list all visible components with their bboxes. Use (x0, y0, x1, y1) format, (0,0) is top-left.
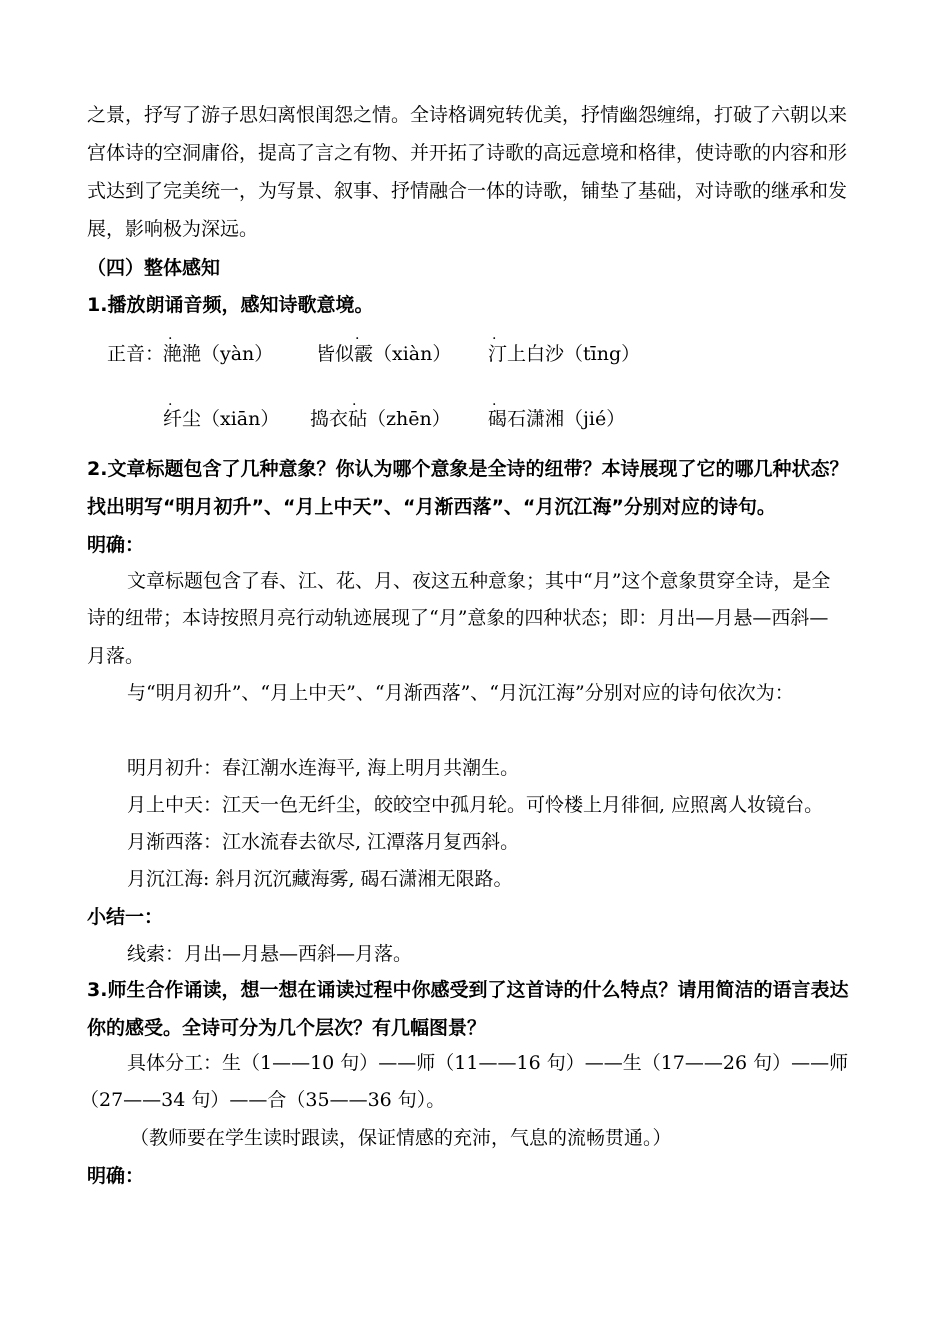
poem-line-4: 月沉江海: 斜月沉沉藏海雾, 碣石潇湘无限路。 (127, 868, 513, 890)
emphasis-dot: . (352, 393, 357, 409)
task-3-heading-line-2: 你的感受。全诗可分为几个层次？有几幅图景？ (87, 1017, 487, 1039)
emphasis-dot: . (168, 327, 173, 343)
summary-text: 线索：月出—月悬—西斜—月落。 (127, 943, 413, 965)
emphasis-dot: . (355, 327, 360, 343)
emphasis-dot: . (168, 393, 173, 409)
task-2-heading-line-1: 2.文章标题包含了几种意象？你认为哪个意象是全诗的纽带？本诗展现了它的哪几种状态？ (87, 458, 849, 480)
intro-line-2: 宫体诗的空洞庸俗，提高了言之有物、并开拓了诗歌的高远意境和格律，使诗歌的内容和形 (87, 142, 848, 164)
summary-label: 小结一： (87, 906, 164, 928)
pronunciation-item: 汀上白沙（tīng） (488, 343, 641, 365)
intro-line-1: 之景，抒写了游子思妇离恨闺怨之情。全诗格调宛转优美，抒情幽怨缠绵，打破了六朝以来 (87, 104, 848, 126)
poem-line-2: 月上中天：江天一色无纤尘，皎皎空中孤月轮。可怜楼上月徘徊, 应照离人妆镜台。 (127, 794, 824, 816)
section-heading: （四）整体感知 (87, 257, 221, 279)
pronunciation-label: 正音： (107, 343, 165, 365)
pronunciation-item: 捣衣砧（zhēn） (310, 408, 451, 430)
pronunciation-item: 碣石潇湘（jié） (488, 408, 626, 430)
division-line-1: 具体分工：生（1——10 句）——师（11——16 句）——生（17——26 句）——师 (127, 1052, 849, 1074)
answer-line-4: 与“明月初升”、“月上中天”、“月渐西落”、“月沉江海”分别对应的诗句依次为： (127, 682, 794, 704)
pronunciation-item: 皆似霰（xiàn） (316, 343, 452, 365)
intro-line-3: 式达到了完美统一，为写景、叙事、抒情融合一体的诗歌，铺垫了基础，对诗歌的继承和发 (87, 180, 848, 202)
poem-line-3: 月渐西落：江水流春去欲尽, 江潭落月复西斜。 (127, 831, 520, 853)
answer-line-2: 诗的纽带；本诗按照月亮行动轨迹展现了“月”意象的四种状态；即：月出—月悬—西斜— (87, 607, 829, 629)
pronunciation-item: 纤尘（xiān） (163, 408, 280, 430)
task-3-heading-line-1: 3.师生合作诵读，想一想在诵读过程中你感受到了这首诗的什么特点？请用简洁的语言表达 (87, 979, 849, 1001)
task-2-heading-line-2: 找出明写“明月初升”、“月上中天”、“月渐西落”、“月沉江海”分别对应的诗句。 (87, 496, 776, 518)
answer-label-2: 明确： (87, 1165, 145, 1187)
answer-line-1: 文章标题包含了春、江、花、月、夜这五种意象；其中“月”这个意象贯穿全诗，是全 (127, 570, 831, 592)
task-1-heading: 1.播放朗诵音频，感知诗歌意境。 (87, 294, 374, 316)
answer-line-3: 月落。 (87, 645, 145, 667)
division-line-2: （27——34 句）——合（35——36 句）。 (80, 1089, 446, 1111)
pronunciation-item: 滟滟（yàn） (163, 343, 274, 365)
poem-line-1: 明月初升：春江潮水连海平, 海上明月共潮生。 (127, 757, 520, 779)
intro-line-4: 展，影响极为深远。 (87, 218, 259, 240)
teacher-note: （教师要在学生读时跟读，保证情感的充沛，气息的流畅贯通。） (130, 1127, 672, 1149)
emphasis-dot: . (492, 393, 497, 409)
answer-label: 明确： (87, 534, 145, 556)
emphasis-dot: . (492, 327, 497, 343)
